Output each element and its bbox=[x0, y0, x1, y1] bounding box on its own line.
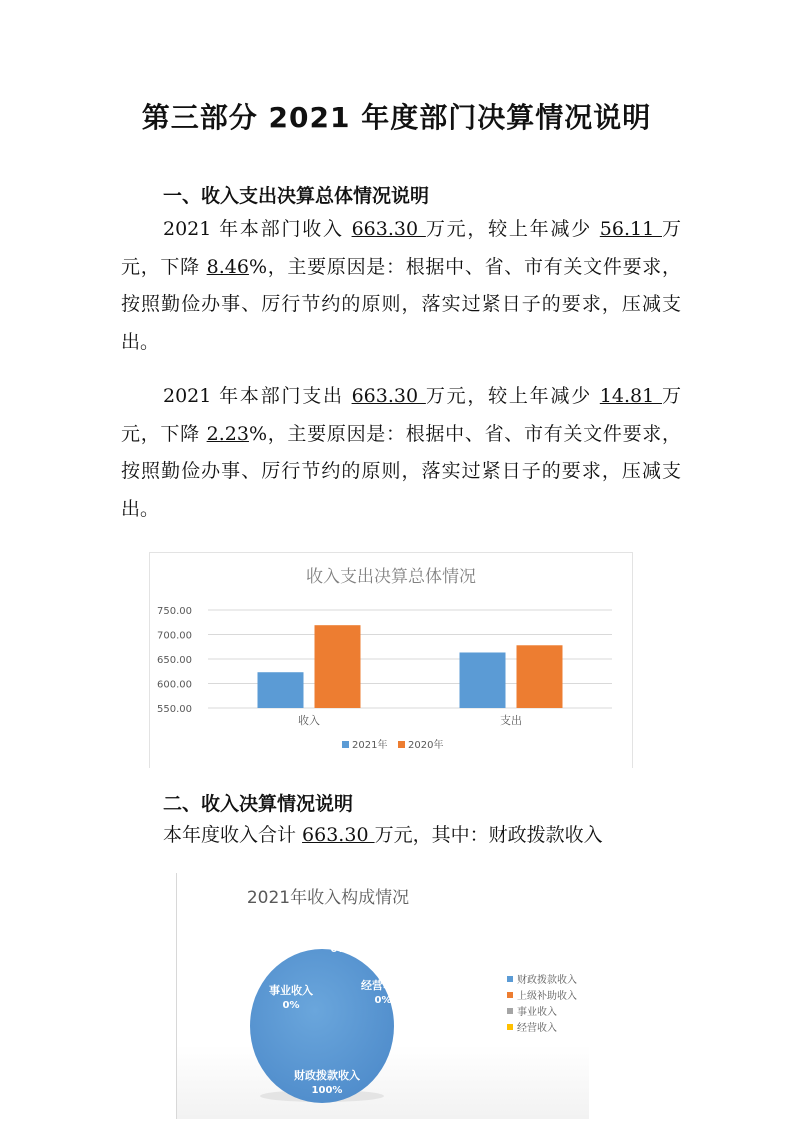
text: 万元，下降 bbox=[121, 385, 682, 445]
legend-label: 经营收入 bbox=[517, 1023, 557, 1034]
legend-swatch bbox=[398, 741, 405, 748]
y-tick-label: 750.00 bbox=[157, 606, 192, 617]
text: 万元，下降 bbox=[121, 218, 682, 278]
pie-chart-title: 2021年收入构成情况 bbox=[246, 888, 410, 908]
bar-chart-title: 收入支出决算总体情况 bbox=[306, 567, 476, 587]
text: 2021 年本部门支出 bbox=[163, 385, 352, 407]
text: 2021 年本部门收入 bbox=[163, 218, 352, 240]
y-tick-label: 700.00 bbox=[157, 630, 192, 642]
income-decrease-percent: 8.46 bbox=[206, 255, 249, 278]
bar-chart bbox=[150, 553, 632, 768]
x-tick-label: 支出 bbox=[500, 714, 522, 727]
section2-heading: 二、收入决算情况说明 bbox=[163, 793, 354, 815]
legend-label: 2020年 bbox=[408, 740, 444, 751]
total-income-amount: 663.30 bbox=[302, 824, 375, 846]
pie-label-pct: 0% bbox=[282, 1000, 300, 1011]
legend-label: 财政拨款收入 bbox=[517, 975, 577, 986]
pie-chart-container bbox=[176, 873, 589, 1119]
bar-expense-2021年 bbox=[460, 652, 506, 708]
legend-swatch bbox=[507, 992, 513, 998]
text: 万元，较上年减少 bbox=[425, 218, 600, 240]
text: %，主要原因是：根据中、省、市有关文件要求，按照勤俭办事、厉行节约的原则，落实过紧日子的要求，压减支出。 bbox=[121, 255, 681, 353]
section1-paragraph-income bbox=[121, 211, 681, 361]
section1-paragraph-expense bbox=[121, 378, 681, 528]
text: %，主要原因是：根据中、省、市有关文件要求，按照勤俭办事、厉行节约的原则，落实过紧日子的要求，压减支出。 bbox=[121, 422, 681, 520]
legend-label: 2021年 bbox=[352, 740, 388, 751]
y-tick-label: 550.00 bbox=[157, 704, 192, 715]
expense-amount: 663.30 bbox=[351, 385, 426, 407]
text: 本年度收入合计 bbox=[163, 824, 303, 846]
x-tick-label: 收入 bbox=[298, 714, 320, 727]
section2-paragraph bbox=[121, 817, 681, 855]
bar-income-2020年 bbox=[315, 625, 361, 708]
legend-swatch bbox=[507, 976, 513, 982]
income-amount: 663.30 bbox=[351, 218, 426, 240]
bar-chart-container bbox=[149, 552, 633, 768]
pie-label-name: 财政拨款收入 bbox=[294, 1069, 360, 1082]
legend-swatch bbox=[507, 1024, 513, 1030]
expense-decrease-amount: 14.81 bbox=[599, 385, 662, 407]
legend-label: 事业收入 bbox=[517, 1007, 557, 1018]
pie-label-name: 上级补助收入 bbox=[306, 928, 372, 941]
bar-expense-2020年 bbox=[517, 645, 563, 708]
legend-label: 上级补助收入 bbox=[517, 991, 577, 1002]
legend-swatch bbox=[342, 741, 349, 748]
pie-chart bbox=[177, 873, 589, 1119]
expense-decrease-percent: 2.23 bbox=[206, 422, 249, 445]
pie-label-pct: 100% bbox=[311, 1085, 343, 1096]
text: 万元，其中：财政拨款收入 bbox=[374, 824, 603, 846]
bar-income-2021年 bbox=[258, 672, 304, 708]
text: 万元，较上年减少 bbox=[425, 385, 600, 407]
pie-label-name: 经营收入 bbox=[361, 979, 405, 992]
y-tick-label: 650.00 bbox=[157, 655, 192, 666]
income-decrease-amount: 56.11 bbox=[599, 218, 662, 240]
pie-label-pct: 0% bbox=[330, 944, 348, 955]
legend-swatch bbox=[507, 1008, 513, 1014]
section1-heading: 一、收入支出决算总体情况说明 bbox=[163, 185, 430, 207]
y-tick-label: 600.00 bbox=[157, 679, 192, 691]
page-title: 第三部分 2021 年度部门决算情况说明 bbox=[141, 101, 652, 134]
pie-label-name: 事业收入 bbox=[269, 984, 313, 997]
pie-label-pct: 0% bbox=[374, 995, 392, 1006]
